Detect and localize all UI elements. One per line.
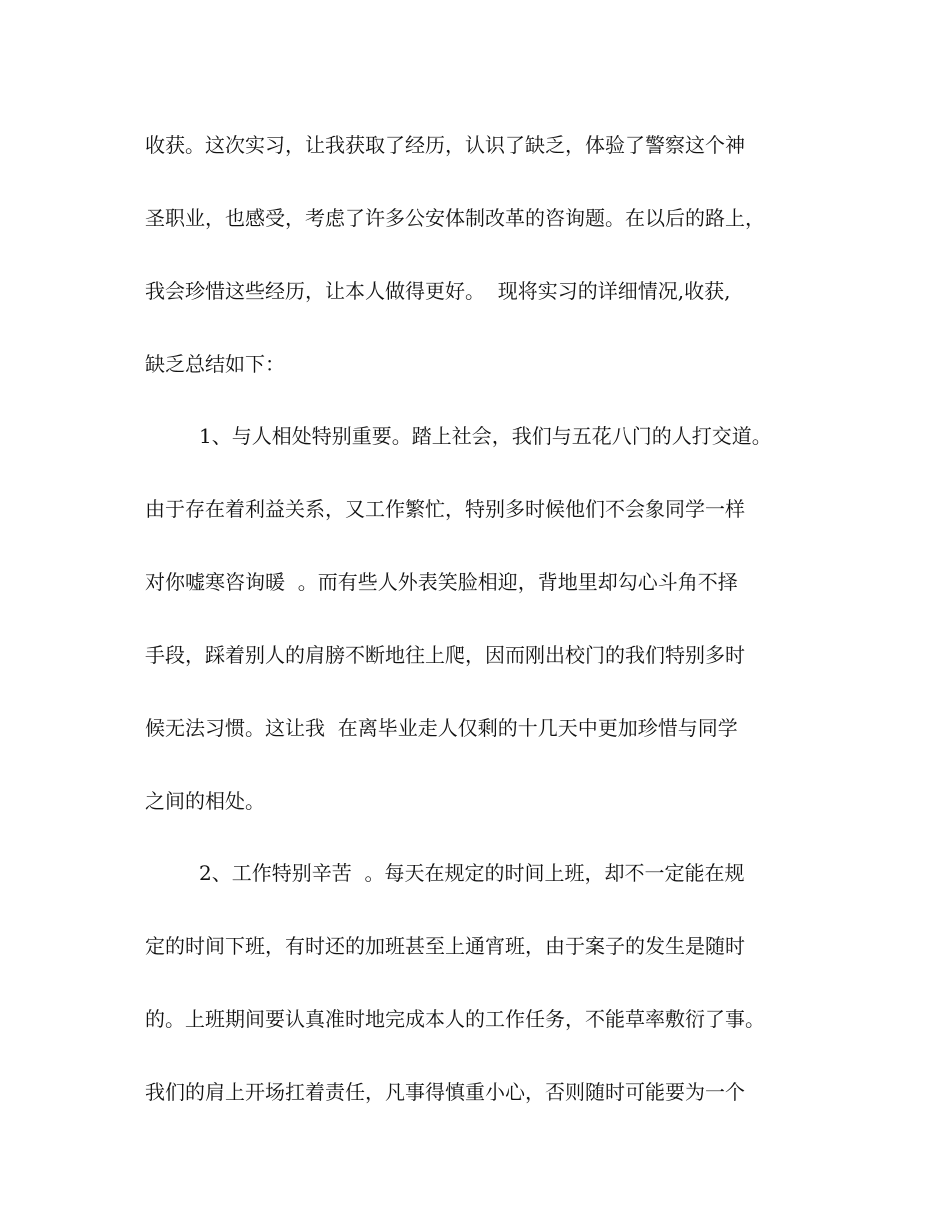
text-line-10: 之间的相处。	[145, 789, 265, 813]
text-line-6: 由于存在着利益关系，又工作繁忙，特别多时候他们不会象同学一样	[145, 497, 745, 521]
text-line-11: 2、工作特别辛苦 。每天在规定的时间上班，却不一定能在规	[199, 861, 745, 885]
text-line-14: 我们的肩上开场扛着责任，凡事得慎重小心，否则随时可能要为一个	[145, 1080, 745, 1104]
text-line-12: 定的时间下班，有时还的加班甚至上通宵班，由于案子的发生是随时	[145, 934, 745, 958]
text-line-13: 的。上班期间要认真准时地完成本人的工作任务，不能草率敷衍了事。	[145, 1007, 765, 1031]
text-line-3: 我会珍惜这些经历，让本人做得更好。 现将实习的详细情况,收获,	[145, 279, 731, 303]
text-line-7: 对你嘘寒咨询暖 。而有些人外表笑脸相迎，背地里却勾心斗角不择	[145, 570, 738, 594]
text-line-9: 候无法习惯。这让我 在离毕业走人仅剩的十几天中更加珍惜与同学	[145, 716, 738, 740]
text-line-1: 收获。这次实习，让我获取了经历，认识了缺乏，体验了警察这个神	[145, 133, 745, 157]
text-line-4: 缺乏总结如下：	[145, 352, 285, 376]
text-line-8: 手段，踩着别人的肩膀不断地往上爬，因而刚出校门的我们特别多时	[145, 643, 745, 667]
text-line-2: 圣职业，也感受，考虑了许多公安体制改革的咨询题。在以后的路上，	[145, 206, 765, 230]
text-line-5: 1、与人相处特别重要。踏上社会，我们与五花八门的人打交道。	[199, 424, 772, 448]
